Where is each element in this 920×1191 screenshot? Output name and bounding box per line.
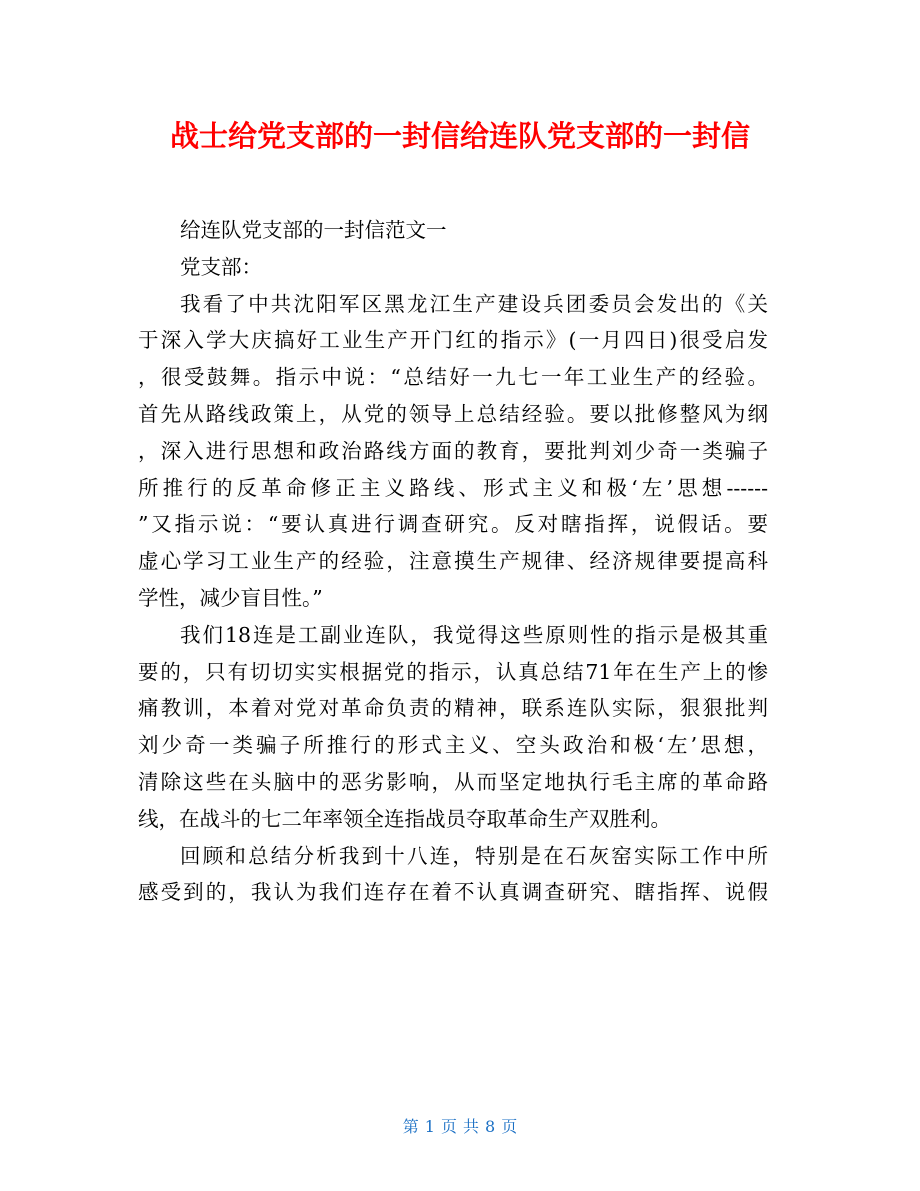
document-title: 战士给党支部的一封信给连队党支部的一封信 [169, 119, 750, 153]
body-line: 回顾和总结分析我到十八连，特别是在石灰窑实际工作中所 [180, 843, 768, 868]
body-line: 感受到的，我认为我们连存在着不认真调查研究、瞎指挥、说假 [138, 880, 768, 905]
body-line: 痛教训，本着对党对革命负责的精神，联系连队实际，狠狠批判 [138, 696, 768, 721]
footer-page-unit: 页 [440, 1117, 457, 1136]
footer-total-unit: 页 [501, 1117, 518, 1136]
body-line: ”又指示说：“要认真进行调查研究。反对瞎指挥，说假话。要 [138, 512, 768, 537]
footer-total-prefix: 共 [463, 1117, 480, 1136]
footer-prefix: 第 [402, 1117, 419, 1136]
body-line: 我们18连是工副业连队，我觉得这些原则性的指示是极其重 [180, 622, 768, 647]
body-line: 所推行的反革命修正主义路线、形式主义和极‘左’思想------ [138, 475, 768, 500]
body-line: 首先从路线政策上，从党的领导上总结经验。要以批修整风为纲 [138, 401, 768, 426]
body-line: 给连队党支部的一封信范文一 [180, 218, 447, 242]
body-line: 虚心学习工业生产的经验，注意摸生产规律、经济规律要提高科 [138, 549, 768, 574]
body-line: 要的，只有切切实实根据党的指示，认真总结71年在生产上的惨 [138, 659, 768, 684]
footer-total-pages: 8 [485, 1117, 496, 1136]
body-line: 于深入学大庆搞好工业生产开门红的指示》(一月四日)很受启发 [138, 328, 768, 353]
body-line: 刘少奇一类骗子所推行的形式主义、空头政治和极‘左’思想， [138, 733, 768, 758]
body-line: 我看了中共沈阳军区黑龙江生产建设兵团委员会发出的《关 [180, 291, 768, 316]
letter-body [138, 212, 768, 911]
page-footer [0, 1114, 920, 1137]
body-line: 学性，减少盲目性。” [138, 585, 323, 610]
body-line: 清除这些在头脑中的恶劣影响，从而坚定地执行毛主席的革命路 [138, 769, 768, 794]
body-line: ，深入进行思想和政治路线方面的教育，要批判刘少奇一类骗子 [138, 438, 768, 463]
body-line: ，很受鼓舞。指示中说：“总结好一九七一年工业生产的经验。 [138, 365, 768, 390]
body-line: 党支部： [180, 254, 262, 279]
footer-page-number: 1 [424, 1117, 435, 1136]
body-line: 线，在战斗的七二年率领全连指战员夺取革命生产双胜利。 [138, 806, 671, 831]
